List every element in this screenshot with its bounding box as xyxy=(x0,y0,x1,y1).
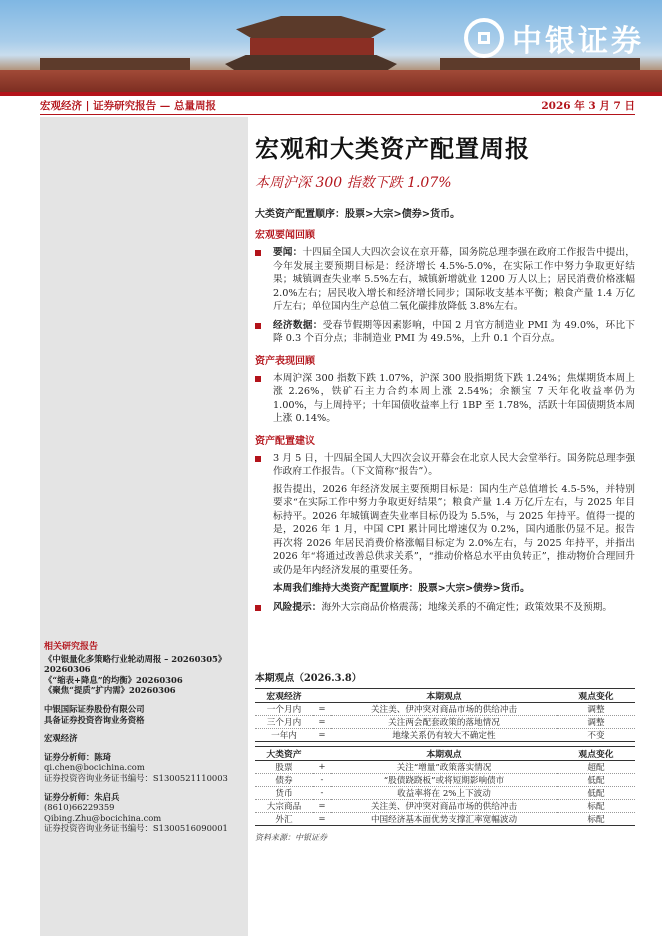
bullet-item: 3 月 5 日，十四届全国人大四次会议开幕会在北京人民大会堂举行。国务院总理李强作政府工作报告。（下文简称“报告”）。 xyxy=(255,452,635,479)
qualification: 具备证券投资咨询业务资格 xyxy=(44,714,145,725)
related-report[interactable]: 《“缩表+降息”的均衡》20260306 xyxy=(44,674,183,685)
macro-view-table xyxy=(255,688,635,742)
table-header xyxy=(313,747,331,761)
table-row: 大宗商品 = 关注美、伊冲突对商品市场的供给冲击 标配 xyxy=(255,800,635,813)
analyst-cert: 证券投资咨询业务证书编号：S1300516090001 xyxy=(44,823,228,834)
analyst-cert: 证券投资咨询业务证书编号：S1300521110003 xyxy=(44,772,228,783)
left-margin xyxy=(0,96,40,936)
analyst-email[interactable]: qi.chen@bocichina.com xyxy=(44,762,145,773)
analyst-name: 证券分析师：陈琦 xyxy=(44,751,111,762)
page-subtitle: 本周沪深 300 指数下跌 1.07% xyxy=(255,175,452,191)
bullet-item: 本周沪深 300 指数下跌 1.07%，沪深 300 股指期货下跌 1.24%；焦煤期货本周上涨 2.26%，铁矿石主力合约本周上涨 2.54%；余额宝 7 天年化收益率仍为 1.00%，与上周持平；十年国债收益率上行 1BP 至 1.78%，活跃十年国债期货本周上涨 0.14%。 xyxy=(255,372,635,426)
table-header: 观点变化 xyxy=(557,747,635,761)
report-header xyxy=(40,96,635,114)
report-date: 2026 年 3 月 7 日 xyxy=(541,99,635,112)
analyst-name: 证券分析师：朱启兵 xyxy=(44,791,120,802)
asset-view-table xyxy=(255,746,635,826)
table-header: 观点变化 xyxy=(557,689,635,703)
company-name: 中银国际证券股份有限公司 xyxy=(44,703,145,714)
bullet-item: 经济数据：受春节假期等因素影响，中国 2 月官方制造业 PMI 为 49.0%，环比下降 0.3 个百分点；非制造业 PMI 为 49.5%，上升 0.1 个百分点。 xyxy=(255,319,635,346)
table-header: 大类资产 xyxy=(255,747,313,761)
section-title-allocation: 资产配置建议 xyxy=(255,435,315,447)
boc-logo-icon xyxy=(464,18,504,58)
palace-wall xyxy=(0,70,662,92)
table-row: 债券 - “股债跷跷板”或将短期影响债市 低配 xyxy=(255,774,635,787)
header-rule xyxy=(40,114,635,115)
sidebar-content xyxy=(44,642,248,834)
report-type: 宏观经济 xyxy=(44,733,78,744)
analyst-email[interactable]: Qibing.Zhu@bocichina.com xyxy=(44,812,162,823)
table-header: 宏观经济 xyxy=(255,689,313,703)
table-row: 股票 + 关注“增量”政策落实情况 超配 xyxy=(255,761,635,774)
table-header: 本期观点 xyxy=(331,747,557,761)
table-header xyxy=(313,689,331,703)
table-source: 资料来源：中银证券 xyxy=(255,833,327,842)
table-row: 三个月内 = 关注两会配套政策的落地情况 调整 xyxy=(255,716,635,729)
main-content xyxy=(255,117,635,614)
related-report[interactable]: 《聚焦“提质”扩内需》20260306 xyxy=(44,685,176,696)
brand-logo xyxy=(464,16,644,60)
table-header: 本期观点 xyxy=(331,689,557,703)
analyst-phone: (8610)66229359 xyxy=(44,802,115,813)
view-table-title: 本期观点（2026.3.8） xyxy=(255,673,362,684)
palace-roof-upper xyxy=(236,16,386,38)
paragraph: 报告提出，2026 年经济发展主要预期目标是：国内生产总值增长 4.5-5%，并特别要求“在实际工作中努力争取更好结果”；粮食产量 1.4 万亿斤左右，与 2025 年目标持平。2026 年城镇调查失业率目标仍设为 5.5%，与 2025 年持平。值得一提的是，2026 年 1 月，中国 CPI 累计同比增速仅为 0.2%，国内通胀仍显不足。报告再次将 2026 年居民消费价格涨幅目标定为 2.0%左右，与 2025 年持平，并指出 2026 年“将通过改善总供求关系”，“推动价格总水平由负转正”，推动物价合理回升或仍是年内经济发展的重要任务。 xyxy=(273,483,635,576)
page-title: 宏观和大类资产配置周报 xyxy=(255,135,530,163)
table-row: 外汇 = 中国经济基本面优势支撑汇率宽幅波动 标配 xyxy=(255,813,635,826)
risk-warning: 风险提示：海外大宗商品价格震荡；地缘关系的不确定性；政策效果不及预期。 xyxy=(255,601,635,615)
table-row: 货币 - 收益率将在 2%上下波动 低配 xyxy=(255,787,635,800)
section-title-assets: 资产表现回顾 xyxy=(255,355,315,367)
header-banner xyxy=(0,0,662,92)
table-row: 一个月内 = 关注美、伊冲突对商品市场的供给冲击 调整 xyxy=(255,703,635,716)
bullet-item: 要闻：十四届全国人大四次会议在京开幕，国务院总理李强在政府工作报告中提出，今年发展主要预期目标是：经济增长 4.5%-5.0%，在实际工作中努力争取更好结果；城镇调查失业率 5.5%左右，城镇新增就业 1200 万人以上；居民消费价格涨幅 2.0%左右；居民收入增长和经济增长同步；国际收支基本平衡；粮食产量 1.4 万亿斤左右；单位国内生产总值二氧化碳排放降低 3.8%左右。 xyxy=(255,246,635,314)
allocation-order: 大类资产配置顺序：股票>大宗>债券>货币。 xyxy=(255,209,461,220)
brand-logo-text: 中银证券 xyxy=(512,24,644,59)
report-category: 宏观经济 | 证券研究报告 — 总量周报 xyxy=(40,99,216,112)
related-reports-title: 相关研究报告 xyxy=(44,642,99,652)
related-report[interactable]: 《中银量化多策略行业轮动周报 – 20260305》20260306 xyxy=(44,653,227,675)
table-row: 一年内 = 地缘关系仍有较大不确定性 不变 xyxy=(255,729,635,742)
section-title-news: 宏观要闻回顾 xyxy=(255,230,315,241)
paragraph-bold: 本周我们维持大类资产配置顺序：股票>大宗>债券>货币。 xyxy=(273,583,530,594)
